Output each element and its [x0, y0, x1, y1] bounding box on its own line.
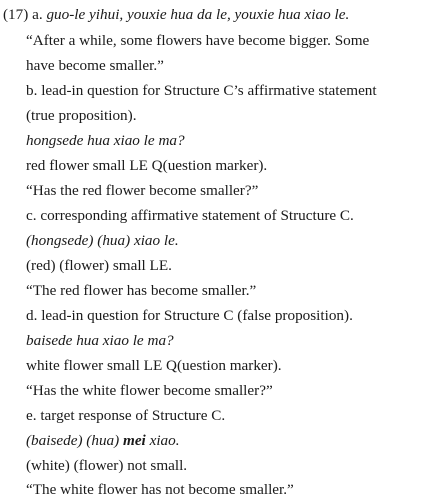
item-e-word-gloss: (white) (flower) not small.	[26, 457, 188, 474]
item-d-description: d. lead-in question for Structure C (false proposition).	[26, 307, 353, 324]
item-e-description: e. target response of Structure C.	[26, 407, 226, 424]
item-e-gloss-pre: (baisede) (hua)	[26, 432, 123, 449]
example-17-line-a	[3, 6, 349, 24]
item-e-translation: “The white flower has not become smaller.”	[26, 481, 294, 498]
item-b-translation: “Has the red flower become smaller?”	[26, 182, 259, 199]
item-c-gloss: (hongsede) (hua) xiao le.	[26, 232, 179, 249]
item-b-description: b. lead-in question for Structure C’s affirmative statement	[26, 82, 377, 99]
item-a-translation-1: “After a while, some flowers have become bigger. Some	[26, 32, 370, 49]
item-b-description-2: (true proposition).	[26, 107, 137, 124]
item-c-translation: “The red flower has become smaller.”	[26, 282, 257, 299]
item-b-word-gloss: red flower small LE Q(uestion marker).	[26, 157, 268, 174]
item-e-gloss-post: xiao.	[145, 432, 180, 449]
item-d-translation: “Has the white flower become smaller?”	[26, 382, 273, 399]
item-e-gloss-negation: mei	[123, 432, 146, 449]
item-a-label: a.	[32, 6, 43, 23]
item-c-description: c. corresponding affirmative statement of Structure C.	[26, 207, 354, 224]
item-d-gloss: baisede hua xiao le ma?	[26, 332, 174, 349]
item-a-gloss: guo-le yihui, youxie hua da le, youxie hua xiao le.	[46, 6, 350, 23]
item-c-word-gloss: (red) (flower) small LE.	[26, 257, 172, 274]
item-a-translation-2: have become smaller.”	[26, 57, 164, 74]
item-d-word-gloss: white flower small LE Q(uestion marker).	[26, 357, 282, 374]
example-number: (17)	[3, 6, 29, 23]
item-e-gloss	[26, 432, 180, 450]
item-b-gloss: hongsede hua xiao le ma?	[26, 132, 185, 149]
